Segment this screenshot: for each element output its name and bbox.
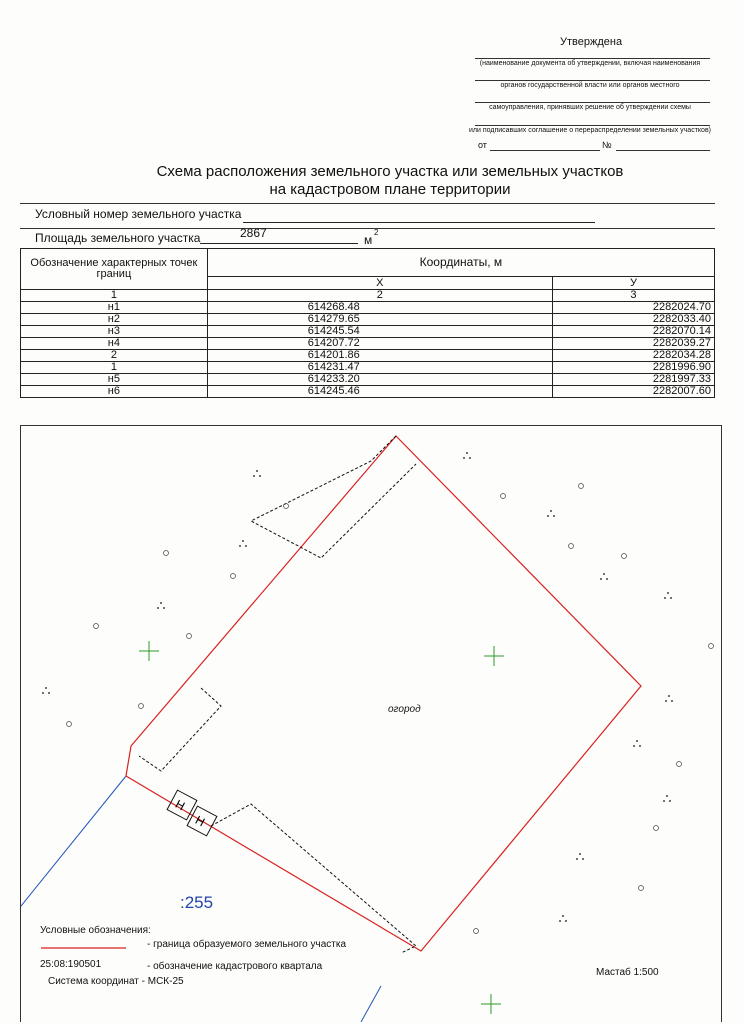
structure-outline [139, 688, 221, 771]
approval-line [475, 125, 710, 126]
approval-caption: или подписавших соглашение о перераспределении земельных участков) [469, 127, 711, 134]
quarter-boundary [361, 986, 381, 1022]
y-cell: 2282007.60 [552, 386, 714, 398]
quarter-number-label: :255 [180, 893, 214, 912]
approval-caption: органов государственной власти или органов местного [500, 82, 680, 89]
x-cell: 614268.48 [207, 302, 552, 314]
legend-quarter-code: 25:08:190501 [40, 959, 102, 970]
x-cell: 614207.72 [207, 338, 552, 350]
approval-number-line [616, 150, 710, 151]
y-header: У [552, 277, 714, 290]
point-cell: н5 [21, 374, 208, 386]
dot-symbols [42, 452, 673, 922]
table-row [21, 386, 715, 398]
area-unit-sup: 2 [374, 228, 379, 237]
x-cell: 614245.46 [207, 386, 552, 398]
table-row [21, 374, 715, 386]
table-row [21, 302, 715, 314]
x-cell: 614245.54 [207, 326, 552, 338]
legend-boundary-text: - граница образуемого земельного участка [147, 939, 347, 950]
y-cell: 2282070.14 [552, 326, 714, 338]
quarter-boundary [21, 776, 126, 906]
area-unit: м [364, 233, 373, 247]
structure-outline [251, 436, 416, 558]
map-scale: Мастаб 1:500 [596, 967, 659, 978]
legend-quarter-text: - обозначение кадастрового квартала [147, 961, 323, 972]
y-cell: 2282039.27 [552, 338, 714, 350]
point-cell: н2 [21, 314, 208, 326]
legend-title: Условные обозначения: [40, 925, 151, 936]
x-cell: 614201.86 [207, 350, 552, 362]
approval-title: Утверждена [560, 36, 623, 48]
grid-cross-icon [481, 994, 501, 1014]
table-row [21, 314, 715, 326]
y-cell: 2282024.70 [552, 302, 714, 314]
point-cell: н1 [21, 302, 208, 314]
x-header: X [207, 277, 552, 290]
approval-line [475, 80, 710, 81]
legend-coordinate-system: Система координат - МСК-25 [48, 976, 184, 987]
grid-cross-icon [139, 641, 159, 661]
approval-line [475, 102, 710, 103]
table-row [21, 362, 715, 374]
point-cell: н6 [21, 386, 208, 398]
approval-from-label: от [478, 140, 487, 150]
plot-boundary [126, 436, 641, 951]
coords-header: Координаты, м [207, 249, 714, 277]
fence-line [211, 804, 416, 953]
point-cell: 1 [21, 362, 208, 374]
point-cell: н3 [21, 326, 208, 338]
y-cell: 2282033.40 [552, 314, 714, 326]
header-rule [20, 203, 715, 204]
point-cell: н4 [21, 338, 208, 350]
y-cell: 2281996.90 [552, 362, 714, 374]
points-header: Обозначение характерных точек границ [21, 249, 208, 290]
index-cell: 3 [552, 290, 714, 302]
index-cell: 1 [21, 290, 208, 302]
approval-number-label: № [602, 140, 612, 150]
conditional-number-line [243, 222, 595, 223]
approval-line [475, 58, 710, 59]
area-label-ogorod: огород [388, 704, 421, 715]
point-cell: 2 [21, 350, 208, 362]
table-row [21, 326, 715, 338]
x-cell: 614231.47 [207, 362, 552, 374]
x-cell: 614233.20 [207, 374, 552, 386]
coordinates-table [20, 248, 715, 398]
x-cell: 614279.65 [207, 314, 552, 326]
y-cell: 2282034.28 [552, 350, 714, 362]
approval-caption: самоуправления, принявших решение об утверждении схемы [489, 104, 691, 111]
table-row [21, 350, 715, 362]
y-cell: 2281997.33 [552, 374, 714, 386]
approval-date-line [490, 150, 600, 151]
approval-block [460, 30, 720, 160]
building-mark: Н [192, 812, 208, 830]
title-line-1: Схема расположения земельного участка или земельных участков [156, 163, 624, 180]
area-line [200, 243, 358, 244]
table-row [21, 338, 715, 350]
conditional-number-label: Условный номер земельного участка [35, 207, 242, 221]
area-label: Площадь земельного участка [35, 231, 201, 245]
approval-caption: (наименование документа об утверждении, включая наименования [479, 60, 701, 67]
index-cell: 2 [207, 290, 552, 302]
building-mark: Н [172, 796, 188, 814]
document-title [150, 163, 630, 199]
header-rule [20, 228, 715, 229]
area-value: 2867 [240, 226, 267, 240]
title-line-2: на кадастровом плане территории [269, 181, 511, 198]
grid-cross-icon [484, 646, 504, 666]
